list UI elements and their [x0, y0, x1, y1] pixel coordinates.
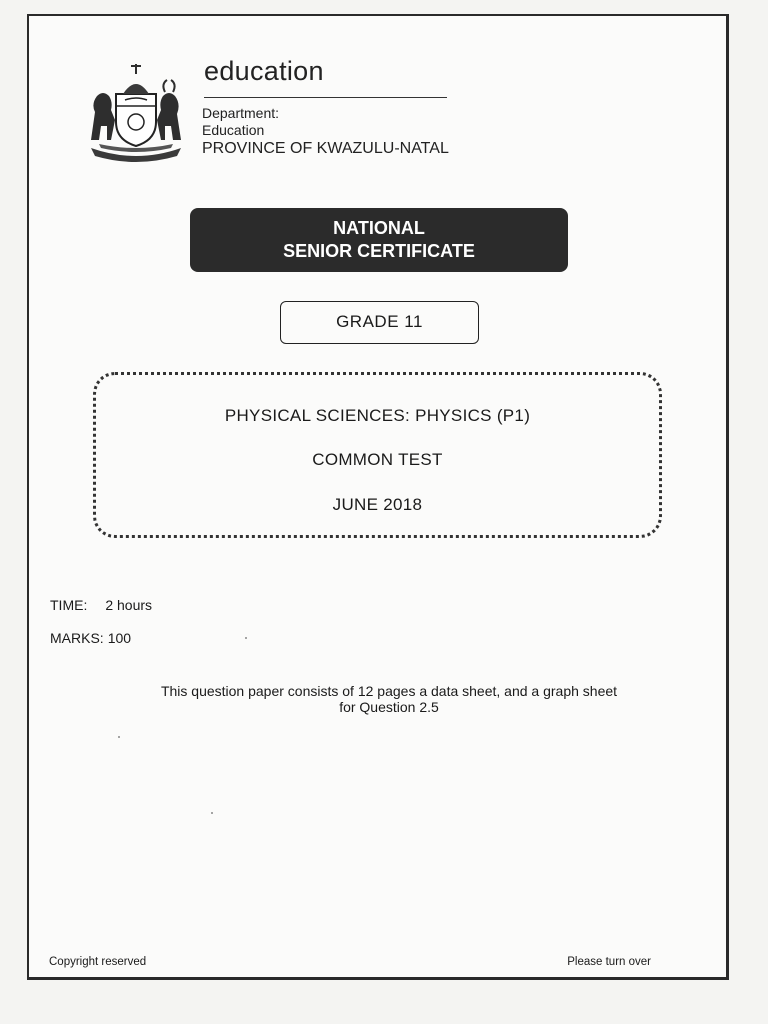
- test-date: JUNE 2018: [332, 495, 423, 514]
- contents-line-2: for Question 2.5: [339, 699, 439, 715]
- time-label: TIME:: [50, 597, 88, 613]
- marks-value: 100: [107, 630, 132, 646]
- exam-cover-page: [27, 14, 729, 980]
- contents-line-1: This question paper consists of 12 pages a data sheet, and a graph sheet: [160, 683, 618, 699]
- kwazulu-natal-coat-of-arms-icon: [81, 60, 191, 165]
- time-row: [50, 597, 152, 613]
- scan-speck: [118, 736, 120, 738]
- scan-speck: [245, 637, 247, 639]
- province-name: PROVINCE OF KWAZULU-NATAL: [202, 140, 449, 157]
- marks-label: MARKS:: [50, 630, 104, 646]
- subject-title: PHYSICAL SCIENCES: PHYSICS (P1): [224, 406, 531, 425]
- scan-speck: [211, 812, 213, 814]
- turn-over-note: Please turn over: [567, 956, 651, 968]
- copyright-notice: Copyright reserved: [49, 956, 147, 968]
- grade-label: GRADE 11: [280, 301, 479, 344]
- department-label: Department:: [202, 105, 280, 121]
- certificate-banner: [190, 208, 568, 272]
- banner-line-1: NATIONAL: [333, 218, 425, 238]
- time-value: 2 hours: [105, 597, 153, 613]
- org-divider: [204, 97, 447, 98]
- paper-contents-note: [89, 683, 689, 715]
- org-title: education: [204, 56, 324, 86]
- subject-panel: [93, 372, 662, 538]
- department-name: Education: [202, 122, 265, 138]
- marks-row: [50, 630, 131, 646]
- test-type: COMMON TEST: [312, 450, 443, 469]
- banner-line-2: SENIOR CERTIFICATE: [283, 241, 475, 261]
